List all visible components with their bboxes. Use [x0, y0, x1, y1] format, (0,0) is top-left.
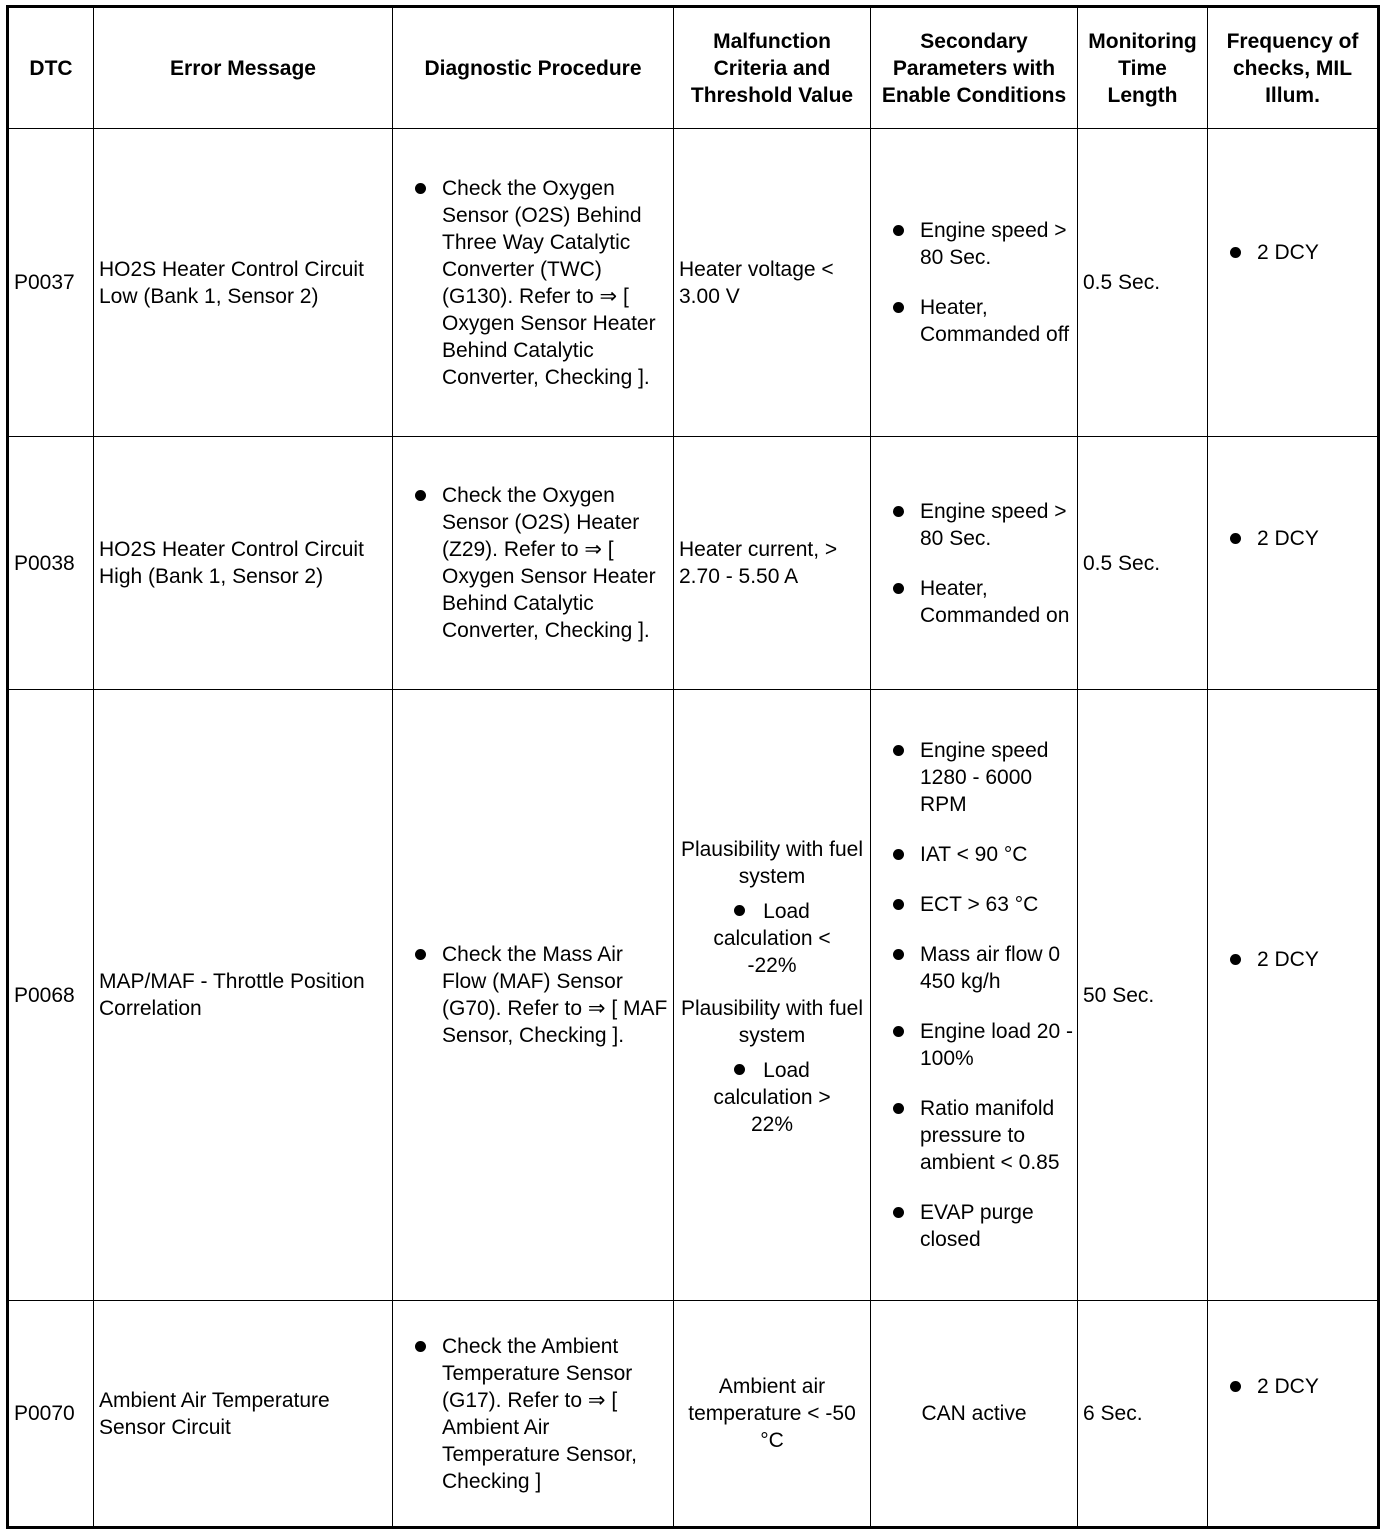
- frequency-item: 2 DCY: [1226, 525, 1372, 552]
- secondary-item: Ratio manifold pressure to ambient < 0.85: [889, 1095, 1075, 1176]
- frequency-item: 2 DCY: [1226, 946, 1372, 973]
- criteria-heading: Plausibility with fuel system: [680, 838, 864, 888]
- secondary-item: IAT < 90 °C: [889, 841, 1075, 868]
- criteria-item: [702, 898, 842, 979]
- diagnostic-procedure: [393, 129, 674, 437]
- frequency: [1208, 129, 1379, 437]
- diagnostic-procedure: [393, 1301, 674, 1528]
- header-malfunction-criteria: Malfunction Criteria and Threshold Value: [674, 7, 871, 129]
- error-message: HO2S Heater Control Circuit High (Bank 1, Sensor 2): [94, 437, 393, 690]
- secondary-parameters: CAN active: [871, 1301, 1078, 1528]
- secondary-item: Heater, Commanded on: [889, 575, 1075, 629]
- secondary-item: Engine speed > 80 Sec.: [889, 498, 1075, 552]
- bullet-icon: [734, 905, 745, 916]
- header-frequency: Frequency of checks, MIL Illum.: [1208, 7, 1379, 129]
- secondary-parameters: [871, 129, 1078, 437]
- diagnostic-procedure: [393, 437, 674, 690]
- malfunction-criteria: Heater current, > 2.70 - 5.50 A: [674, 437, 871, 690]
- dtc-table: [6, 5, 1380, 1529]
- table-row: [8, 437, 1379, 690]
- bullet-icon: [734, 1064, 745, 1075]
- secondary-item: Heater, Commanded off: [889, 294, 1075, 348]
- error-message: Ambient Air Temperature Sensor Circuit: [94, 1301, 393, 1528]
- table-row: [8, 690, 1379, 1301]
- secondary-item: Engine speed > 80 Sec.: [889, 217, 1075, 271]
- monitoring-time: 6 Sec.: [1078, 1301, 1208, 1528]
- header-secondary-parameters: Secondary Parameters with Enable Conditions: [871, 7, 1078, 129]
- procedure-item: Check the Ambient Temperature Sensor (G17). Refer to ⇒ [ Ambient Air Temperature Sensor, Checking ]: [411, 1333, 669, 1495]
- header-row: [8, 7, 1379, 129]
- criteria-heading: Plausibility with fuel system: [680, 997, 864, 1047]
- secondary-item: EVAP purge closed: [889, 1199, 1075, 1253]
- frequency: [1208, 1301, 1379, 1528]
- error-message: HO2S Heater Control Circuit Low (Bank 1, Sensor 2): [94, 129, 393, 437]
- secondary-parameters: [871, 690, 1078, 1301]
- criteria-item-text: Load calculation > 22%: [713, 1059, 831, 1136]
- dtc-code: P0038: [8, 437, 94, 690]
- diagnostic-procedure: [393, 690, 674, 1301]
- malfunction-criteria: Ambient air temperature < -50 °C: [674, 1301, 871, 1528]
- secondary-item: Mass air flow 0 450 kg/h: [889, 941, 1075, 995]
- header-error-message: Error Message: [94, 7, 393, 129]
- header-dtc: DTC: [8, 7, 94, 129]
- procedure-item: Check the Oxygen Sensor (O2S) Behind Three Way Catalytic Converter (TWC) (G130). Refer to ⇒ [ Oxygen Sensor Heater Behind Catalytic Converter, Checking ].: [411, 175, 669, 391]
- malfunction-criteria: [674, 690, 871, 1301]
- error-message: MAP/MAF - Throttle Position Correlation: [94, 690, 393, 1301]
- criteria-item-text: Load calculation < -22%: [713, 900, 831, 977]
- monitoring-time: 0.5 Sec.: [1078, 437, 1208, 690]
- header-diagnostic-procedure: Diagnostic Procedure: [393, 7, 674, 129]
- procedure-item: Check the Mass Air Flow (MAF) Sensor (G70). Refer to ⇒ [ MAF Sensor, Checking ].: [411, 941, 669, 1049]
- dtc-code: P0068: [8, 690, 94, 1301]
- frequency: [1208, 437, 1379, 690]
- header-monitoring-time: Monitoring Time Length: [1078, 7, 1208, 129]
- secondary-item: Engine speed 1280 - 6000 RPM: [889, 737, 1075, 818]
- monitoring-time: 50 Sec.: [1078, 690, 1208, 1301]
- criteria-item: [702, 1057, 842, 1138]
- frequency-item: 2 DCY: [1226, 1373, 1372, 1400]
- secondary-item: Engine load 20 - 100%: [889, 1018, 1075, 1072]
- malfunction-criteria: Heater voltage < 3.00 V: [674, 129, 871, 437]
- dtc-code: P0037: [8, 129, 94, 437]
- secondary-item: ECT > 63 °C: [889, 891, 1075, 918]
- table-row: [8, 1301, 1379, 1528]
- secondary-parameters: [871, 437, 1078, 690]
- frequency-item: 2 DCY: [1226, 239, 1372, 266]
- procedure-item: Check the Oxygen Sensor (O2S) Heater (Z29). Refer to ⇒ [ Oxygen Sensor Heater Behind Catalytic Converter, Checking ].: [411, 482, 669, 644]
- dtc-code: P0070: [8, 1301, 94, 1528]
- table-row: [8, 129, 1379, 437]
- frequency: [1208, 690, 1379, 1301]
- monitoring-time: 0.5 Sec.: [1078, 129, 1208, 437]
